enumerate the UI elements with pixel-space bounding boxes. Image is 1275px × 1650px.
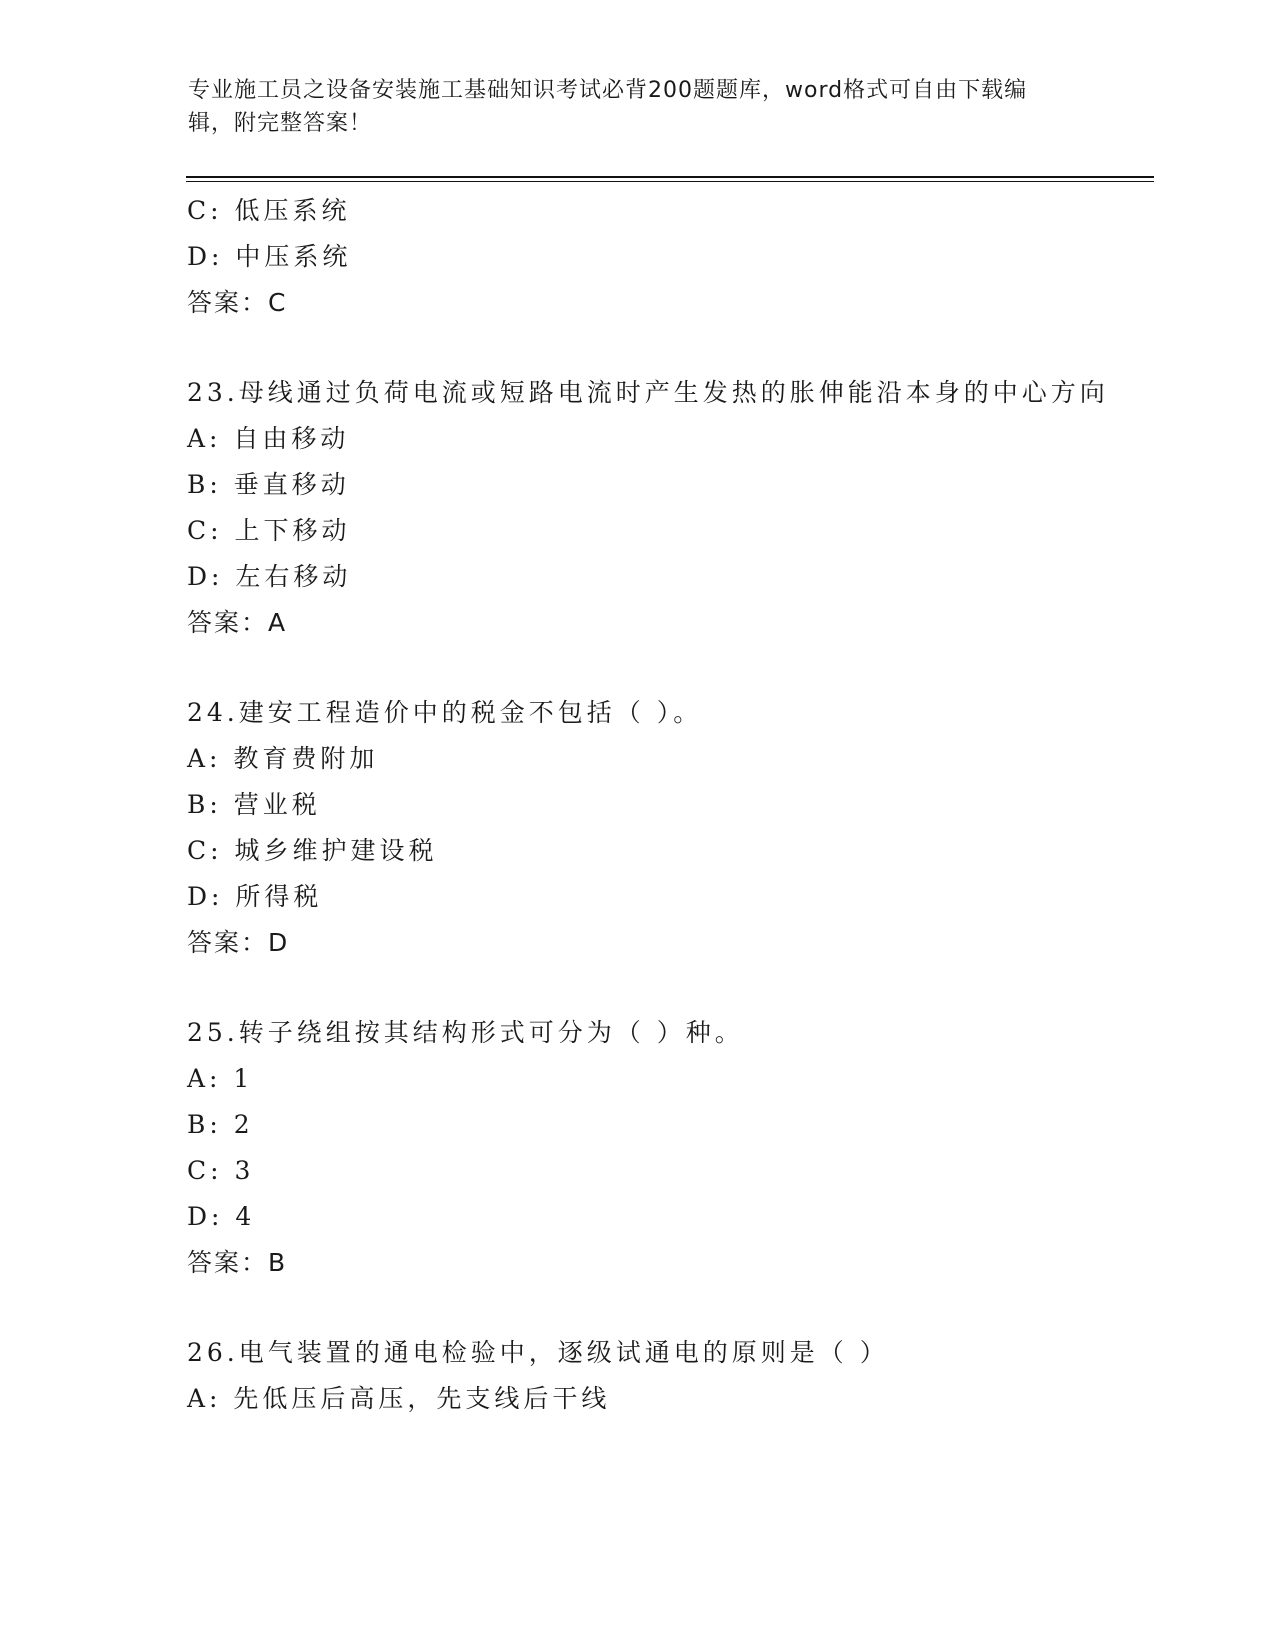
answer: 答案：A — [187, 608, 288, 637]
document-header: 专业施工员之设备安装施工基础知识考试必背200题题库，word格式可自由下载编辑，附完整答案！ — [188, 78, 1028, 136]
option-a: A: 先低压后高压，先支线后干线 — [187, 1384, 611, 1413]
header-divider — [186, 176, 1154, 178]
option-c: C: 低压系统 — [187, 196, 351, 225]
question-23 — [187, 370, 1147, 646]
question-25 — [187, 1010, 1147, 1286]
question-stem: 23.母线通过负荷电流或短路电流时产生发热的胀伸能沿本身的中心方向 — [187, 378, 1109, 407]
option-b: B: 营业税 — [187, 790, 321, 819]
option-a: A: 教育费附加 — [187, 744, 379, 773]
option-d: D: 左右移动 — [187, 562, 352, 591]
option-b: B: 2 — [187, 1110, 254, 1139]
answer: 答案：D — [187, 928, 290, 957]
question-stem: 26.电气装置的通电检验中，逐级试通电的原则是（ ） — [187, 1338, 889, 1367]
option-b: B: 垂直移动 — [187, 470, 350, 499]
question-22-continued — [187, 188, 1147, 326]
question-24 — [187, 690, 1147, 966]
question-26 — [187, 1330, 1147, 1422]
header-divider-thin — [186, 181, 1154, 182]
question-list — [187, 188, 1147, 1422]
question-stem: 25.转子绕组按其结构形式可分为（ ）种。 — [187, 1018, 744, 1047]
answer: 答案：C — [187, 288, 288, 317]
option-d: D: 中压系统 — [187, 242, 352, 271]
option-c: C: 3 — [187, 1156, 255, 1185]
option-c: C: 城乡维护建设税 — [187, 836, 438, 865]
option-c: C: 上下移动 — [187, 516, 351, 545]
option-d: D: 所得税 — [187, 882, 323, 911]
option-a: A: 自由移动 — [187, 424, 350, 453]
question-stem: 24.建安工程造价中的税金不包括（ ）。 — [187, 698, 703, 727]
answer: 答案：B — [187, 1248, 288, 1277]
option-a: A: 1 — [187, 1064, 254, 1093]
option-d: D: 4 — [187, 1202, 256, 1231]
